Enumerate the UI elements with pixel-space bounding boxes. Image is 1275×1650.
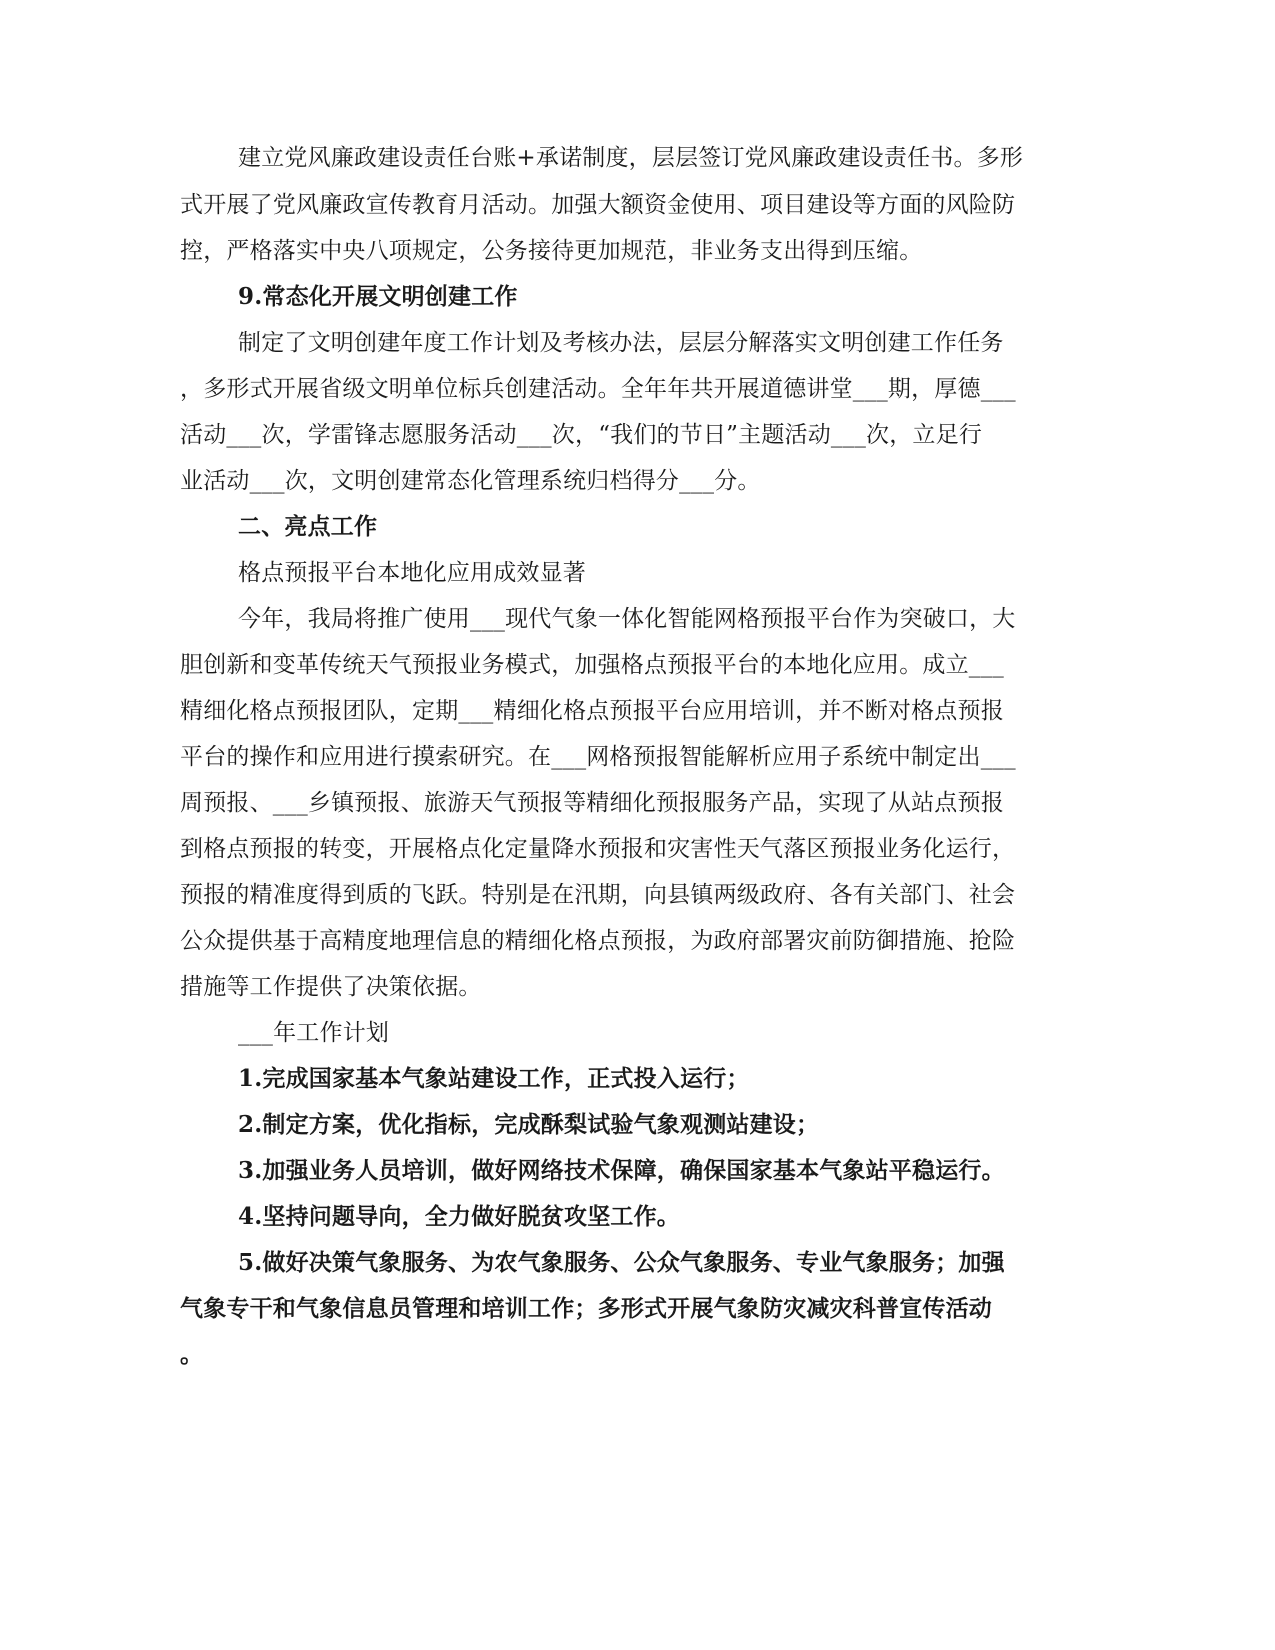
paragraph-3-line-4: 平台的操作和应用进行摸索研究。在___网格预报智能解析应用子系统中制定出___ xyxy=(180,744,1016,770)
paragraph-3-line-6: 到格点预报的转变，开展格点化定量降水预报和灾害性天气落区预报业务化运行， xyxy=(180,836,1016,862)
paragraph-3-line-2: 胆创新和变革传统天气预报业务模式，加强格点预报平台的本地化应用。成立___ xyxy=(180,652,1004,678)
paragraph-1-line-3: 控，严格落实中央八项规定，公务接待更加规范，非业务支出得到压缩。 xyxy=(180,238,923,264)
plan-item-3: 3.加强业务人员培训，做好网络技术保障，确保国家基本气象站平稳运行。 xyxy=(238,1157,1005,1184)
subsection-title: 格点预报平台本地化应用成效显著 xyxy=(238,560,586,586)
paragraph-2-line-1: 制定了文明创建年度工作计划及考核办法，层层分解落实文明创建工作任务 xyxy=(238,330,1004,356)
section-heading-highlights: 二、亮点工作 xyxy=(238,513,378,540)
plan-item-5-line-3: 。 xyxy=(180,1341,204,1368)
plan-title: ___年工作计划 xyxy=(238,1020,390,1046)
paragraph-3-line-8: 公众提供基于高精度地理信息的精细化格点预报，为政府部署灾前防御措施、抢险 xyxy=(180,928,1016,954)
paragraph-2-line-4: 业活动___次，文明创建常态化管理系统归档得分___分。 xyxy=(180,468,761,494)
section-heading-9: 9.常态化开展文明创建工作 xyxy=(238,283,518,310)
paragraph-3-line-3: 精细化格点预报团队，定期___精细化格点预报平台应用培训，并不断对格点预报 xyxy=(180,698,1004,724)
plan-item-2: 2.制定方案，优化指标，完成酥梨试验气象观测站建设； xyxy=(238,1111,820,1138)
paragraph-3-line-9: 措施等工作提供了决策依据。 xyxy=(180,974,482,1000)
plan-item-4: 4.坚持问题导向，全力做好脱贫攻坚工作。 xyxy=(238,1203,681,1230)
paragraph-3-line-1: 今年，我局将推广使用___现代气象一体化智能网格预报平台作为突破口，大 xyxy=(238,606,1016,632)
paragraph-1-line-1: 建立党风廉政建设责任台账+承诺制度，层层签订党风廉政建设责任书。多形 xyxy=(238,145,1024,171)
paragraph-2-line-2: ，多形式开展省级文明单位标兵创建活动。全年年共开展道德讲堂___期，厚德___ xyxy=(180,376,1016,402)
plan-item-5-line-1: 5.做好决策气象服务、为农气象服务、公众气象服务、专业气象服务；加强 xyxy=(238,1249,1005,1276)
paragraph-3-line-7: 预报的精准度得到质的飞跃。特别是在汛期，向县镇两级政府、各有关部门、社会 xyxy=(180,882,1016,908)
plan-item-1: 1.完成国家基本气象站建设工作，正式投入运行； xyxy=(238,1065,750,1092)
paragraph-2-line-3: 活动___次，学雷锋志愿服务活动___次，“我们的节日”主题活动___次，立足行 xyxy=(180,422,983,448)
paragraph-1-line-2: 式开展了党风廉政宣传教育月活动。加强大额资金使用、项目建设等方面的风险防 xyxy=(180,192,1016,218)
paragraph-3-line-5: 周预报、___乡镇预报、旅游天气预报等精细化预报服务产品，实现了从站点预报 xyxy=(180,790,1004,816)
plan-item-5-line-2: 气象专干和气象信息员管理和培训工作；多形式开展气象防灾减灾科普宣传活动 xyxy=(180,1295,992,1322)
